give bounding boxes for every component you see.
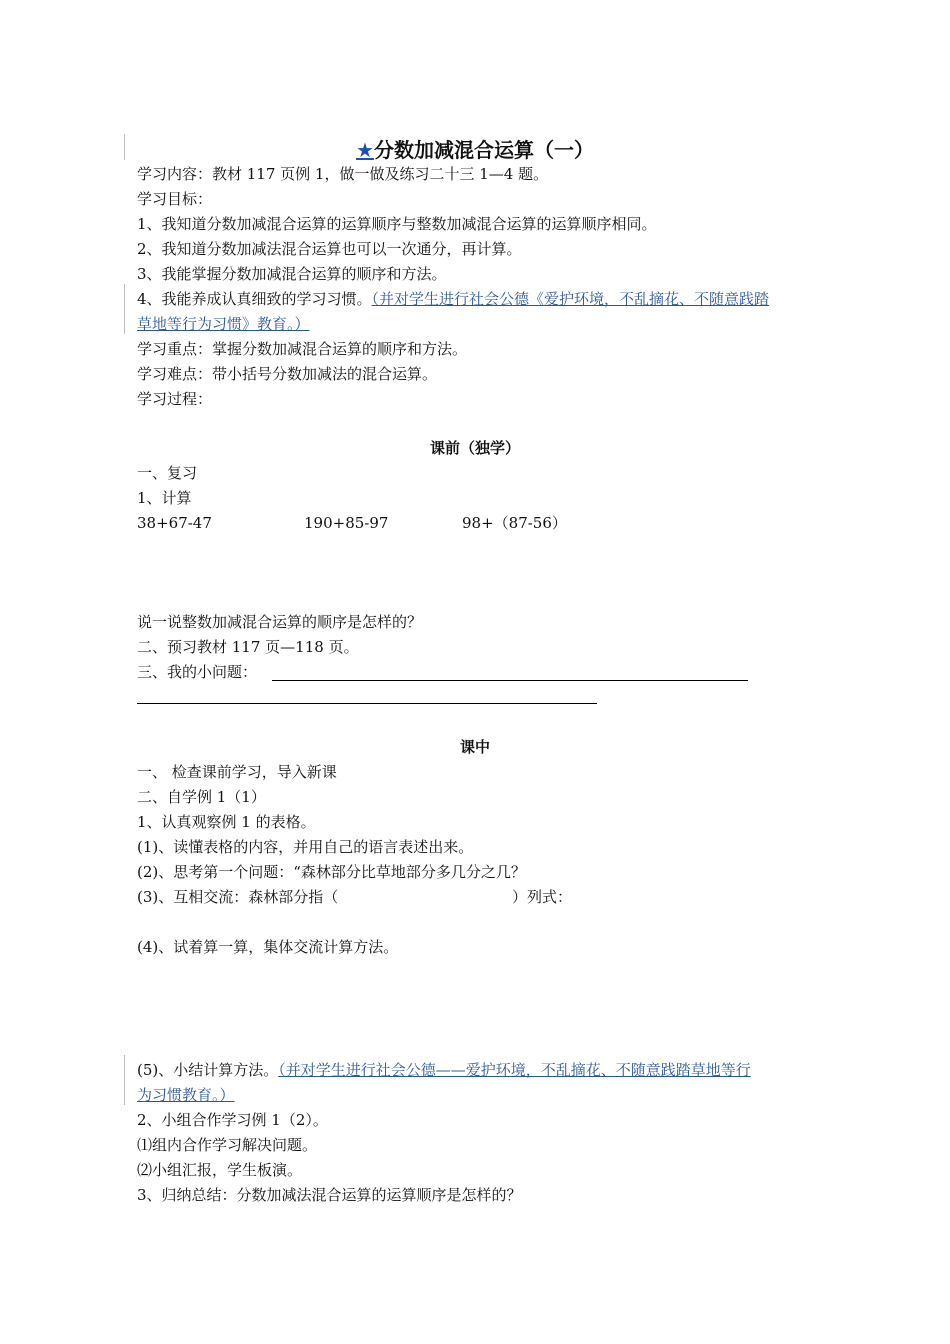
my-question-label: 三、我的小问题：	[137, 663, 258, 681]
star-icon: ★	[356, 138, 374, 162]
section-heading-pre: 课前（独学）	[429, 439, 520, 457]
revision-bar	[124, 1055, 125, 1105]
sub-3-end: ）列式：	[512, 888, 573, 906]
step-1: 一、 检查课前学习，导入新课	[137, 763, 337, 781]
process-heading: 学习过程：	[137, 390, 213, 408]
sub-5	[137, 1059, 751, 1081]
expression-2: 190+85-97	[304, 514, 389, 532]
answer-line	[137, 703, 597, 704]
key-point: 学习重点：掌握分数加减混合运算的顺序和方法。	[137, 340, 468, 358]
sub-1: (1)、读懂表格的内容，并用自己的语言表述出来。	[137, 838, 474, 856]
goal-heading: 学习目标：	[137, 190, 213, 208]
question-line: 说一说整数加减混合运算的顺序是怎样的？	[137, 613, 423, 631]
calc-heading: 1、计算	[137, 489, 192, 507]
group-2: ⑵小组汇报，学生板演。	[137, 1161, 303, 1179]
answer-line	[272, 680, 748, 681]
review-heading: 一、复习	[137, 464, 198, 482]
goal-4	[137, 288, 769, 310]
preview-line: 二、预习教材 117 页—118 页。	[137, 638, 359, 656]
sub-4: (4)、试着算一算，集体交流计算方法。	[137, 938, 399, 956]
group-1: ⑴组内合作学习解决问题。	[137, 1136, 318, 1154]
goal-4-text: 4、我能养成认真细致的学习习惯。	[137, 290, 372, 308]
sub-5-link[interactable]: （并对学生进行社会公德——爱护环境，不乱摘花、不随意践踏草地等行	[278, 1061, 751, 1079]
sub-5-cont	[137, 1084, 235, 1106]
content-line: 学习内容：教材 117 页例 1，做一做及练习二十三 1—4 题。	[137, 165, 549, 183]
revision-bar	[124, 284, 125, 334]
goal-4-cont	[137, 313, 310, 335]
sub-3	[137, 886, 338, 908]
sub-5-text: (5)、小结计算方法。	[137, 1061, 279, 1079]
goal-1: 1、我知道分数加减混合运算的运算顺序与整数加减混合运算的运算顺序相同。	[137, 215, 657, 233]
observe-line: 1、认真观察例 1 的表格。	[137, 813, 316, 831]
sub-5-link-cont[interactable]: 为习惯教育。）	[137, 1086, 235, 1104]
summary-line: 3、归纳总结：分数加减法混合运算的运算顺序是怎样的？	[137, 1186, 522, 1204]
section-heading-inclass: 课中	[459, 738, 490, 756]
document-title	[0, 137, 950, 163]
group-line: 2、小组合作学习例 1（2）。	[137, 1111, 328, 1129]
sub-2: (2)、思考第一个问题：“森林部分比草地部分多几分之几？	[137, 863, 526, 881]
title-text: 分数加减混合运算（一）	[373, 138, 594, 162]
goal-4-link-cont[interactable]: 草地等行为习惯》教育。）	[137, 315, 310, 333]
expression-3: 98+（87-56）	[462, 514, 567, 532]
sub-3-text: (3)、互相交流：森林部分指（	[137, 888, 339, 906]
goal-2: 2、我知道分数加减法混合运算也可以一次通分，再计算。	[137, 240, 522, 258]
goal-4-link[interactable]: （并对学生进行社会公德《爱护环境，不乱摘花、不随意践踏	[371, 290, 770, 308]
step-2: 二、自学例 1（1）	[137, 788, 266, 806]
difficulty: 学习难点：带小括号分数加减法的混合运算。	[137, 365, 438, 383]
goal-3: 3、我能掌握分数加减混合运算的顺序和方法。	[137, 265, 447, 283]
expression-1: 38+67-47	[137, 514, 212, 532]
